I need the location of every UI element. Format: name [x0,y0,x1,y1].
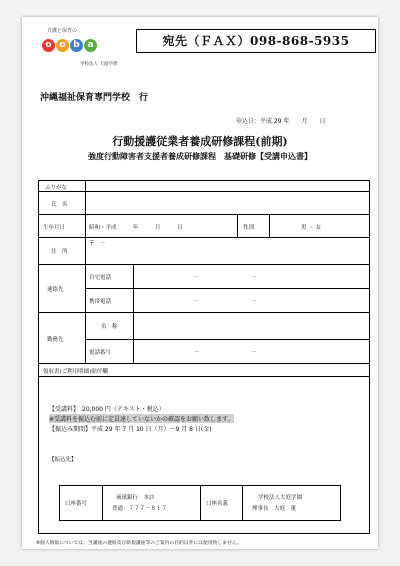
row-divider [85,339,369,340]
logo-subtitle: 学校法人 大庭学園 [80,62,118,67]
column-divider [85,181,86,363]
home-phone-label: 自宅電話 [89,275,112,281]
ooba-logo [42,39,97,52]
row-divider [39,312,369,313]
school-name: 沖縄福祉保育専門学校 行 [40,93,149,103]
account-name-label: 口座名義 [206,501,229,507]
workplace-phone-dash1: － [194,350,200,356]
column-divider [269,214,270,237]
row-divider [39,191,369,192]
course-subtitle: 強度行動障害者支援者養成研修課程 基礎研修【受講申込書】 [88,151,312,161]
home-phone-dash2: － [251,275,257,281]
birthdate-value[interactable]: 昭和・平成 年 月 日 [89,225,183,231]
postal-mark: 〒 － [89,241,106,247]
row-divider [85,288,369,289]
mobile-phone-dash2: － [251,299,257,305]
receipt-label: 領収書(ご利用明細)貼付欄 [43,369,108,375]
company-name-label: 名 称 [101,324,118,330]
column-divider [200,486,201,520]
row-divider [39,264,369,265]
column-divider [242,486,243,520]
transfer-to-label: 【振込先】 [49,457,77,463]
account-holder-school: 学校法人大庭学園 [258,495,303,501]
account-number: 普通：７７７－８１７ [112,506,168,512]
capacity-warning: ※受講料を振込む前に定員達していないかの確認をお願い致します。 [49,416,234,423]
column-divider [133,264,134,363]
bank-name: 琉球銀行 本店 [116,495,155,501]
workplace-phone-label: 電話番号 [89,350,112,356]
contact-label: 連絡先 [47,287,64,293]
transfer-period: 【振込み期間】平成 29 年 7 月 10 日（月）～9 月 8 日(金) [49,426,212,433]
row-divider [39,363,369,364]
application-date: 申込日：平成 29 年 月 日 [236,118,326,125]
workplace-phone-dash2: － [251,350,257,356]
gender-label: 性別 [243,225,255,231]
column-divider [102,486,103,520]
fee-note: 【受講料】 20,000 円（テキスト・税込） [49,406,165,413]
birthdate-label: 生年月日 [43,225,66,231]
fax-destination: 宛先（ＦＡＸ）098-868-5935 [136,29,376,53]
logo-caption: 介護と保育の [47,28,78,34]
furigana-label: ふりがな [45,185,68,191]
name-label: 氏 名 [51,202,68,208]
account-number-label: 口座番号 [65,501,88,507]
gender-options[interactable]: 男 ・ 女 [301,225,321,231]
logo-letter-a: a [84,39,97,52]
address-label: 住 所 [51,249,68,255]
name-input[interactable] [89,194,369,214]
application-form-page [22,17,378,549]
bank-account-box [59,485,341,521]
course-title: 行動援護従業者養成研修課程(前期) [112,135,288,148]
row-divider [39,214,369,215]
logo-letter-o1: o [42,39,55,52]
account-holder-name: 理事長 大庭 董 [252,506,297,512]
workplace-label: 勤務先 [47,337,64,343]
logo-letter-b: b [70,39,83,52]
row-divider [39,376,369,377]
column-divider [237,214,238,237]
home-phone-dash1: － [194,275,200,281]
privacy-note: ※個人情報については、当講座の連絡及び新規講座等のご案内の目的以外には使用致しません。 [36,541,242,546]
application-form [38,180,370,534]
logo-letter-o2: o [56,39,69,52]
mobile-phone-dash1: － [194,299,200,305]
mobile-phone-label: 携帯電話 [89,299,112,305]
row-divider [39,237,369,238]
